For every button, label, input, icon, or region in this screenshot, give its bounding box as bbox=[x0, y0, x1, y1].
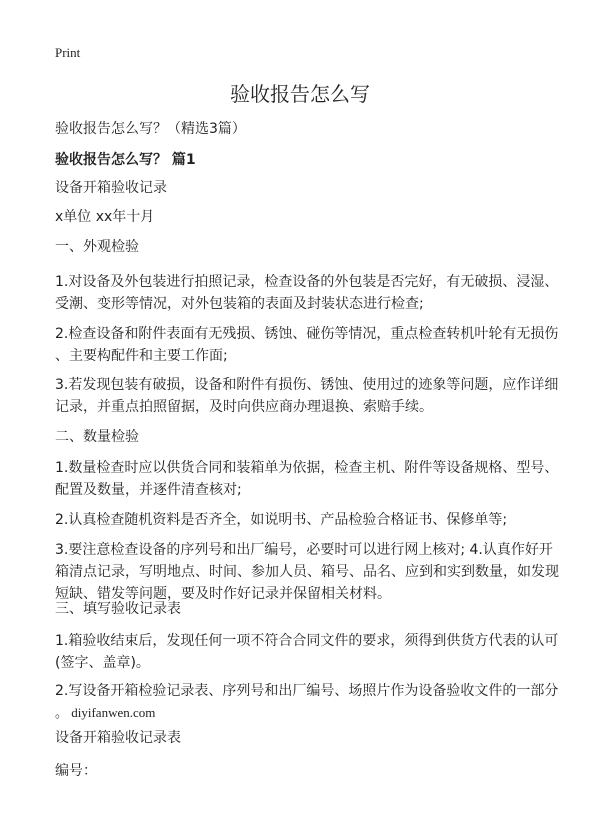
paragraph bbox=[55, 118, 246, 140]
section-heading bbox=[55, 149, 196, 171]
paragraph bbox=[55, 236, 139, 258]
paragraph bbox=[55, 206, 154, 228]
paragraph-line: 1.对设备及外包装进行拍照记录，检查设备的外包装是否完好，有无破损、浸湿、 bbox=[55, 274, 559, 290]
paragraph-line: x单位 xx年十月 bbox=[55, 209, 155, 225]
paragraph-line: 箱清点记录，写明地点、时间、参加人员、箱号、品名、应到和实到数量，如发现 bbox=[55, 564, 559, 580]
paragraph bbox=[55, 598, 181, 620]
paragraph-line: 受潮、变形等情况，对外包装箱的表面及封装状态进行检查; bbox=[55, 296, 424, 312]
paragraph-line: 验收报告怎么写？ 篇1 bbox=[55, 152, 196, 168]
paragraph-line: 二、数量检验 bbox=[55, 429, 139, 445]
paragraph-line: 。 diyifanwen.com bbox=[55, 705, 156, 720]
document-title: 验收报告怎么写 bbox=[230, 82, 370, 106]
paragraph bbox=[55, 630, 558, 674]
paragraph bbox=[55, 727, 181, 749]
paragraph-line: 3.要注意检查设备的序列号和出厂编号，必要时可以进行网上核对; 4.认真作好开 bbox=[55, 542, 553, 558]
paragraph-line: 配置及数量，并逐件清查核对; bbox=[55, 482, 242, 498]
paragraph bbox=[55, 374, 558, 418]
paragraph bbox=[55, 457, 558, 501]
paragraph bbox=[55, 760, 97, 782]
paragraph bbox=[55, 271, 558, 315]
paragraph-line: 1.箱验收结束后，发现任何一项不符合合同文件的要求，须得到供货方代表的认可 bbox=[55, 633, 559, 649]
paragraph-line: 三、填写验收记录表 bbox=[55, 601, 181, 617]
paragraph bbox=[55, 426, 139, 448]
paragraph-line: 2.认真检查随机资料是否齐全，如说明书、产品检验合格证书、保修单等; bbox=[55, 512, 508, 528]
paragraph-line: 一、外观检验 bbox=[55, 239, 139, 255]
paragraph-line: 、主要构配件和主要工作面; bbox=[55, 348, 228, 364]
paragraph-line: 编号： bbox=[55, 763, 97, 779]
paragraph-line: (签字、盖章)。 bbox=[55, 655, 150, 671]
paragraph-line: 3.若发现包装有破损，设备和附件有损伤、锈蚀、使用过的迹象等问题，应作详细 bbox=[55, 377, 559, 393]
paragraph bbox=[55, 177, 167, 199]
paragraph-line: 设备开箱验收记录表 bbox=[55, 730, 181, 746]
paragraph-line: 记录，并重点拍照留据，及时向供应商办理退换、索赔手续。 bbox=[55, 399, 433, 415]
print-link[interactable]: Print bbox=[55, 45, 81, 60]
paragraph-line: 短缺、错发等问题，要及时作好记录并保留相关材料。 bbox=[55, 586, 391, 602]
paragraph-line: 设备开箱验收记录 bbox=[55, 180, 167, 196]
paragraph bbox=[55, 539, 559, 605]
paragraph bbox=[55, 323, 558, 367]
paragraph-line: 2.写设备开箱检验记录表、序列号和出厂编号、场照片作为设备验收文件的一部分 bbox=[55, 683, 559, 699]
paragraph-line: 2.检查设备和附件表面有无残损、锈蚀、碰伤等情况，重点检查转机叶轮有无损伤 bbox=[55, 326, 559, 342]
paragraph bbox=[55, 509, 507, 531]
paragraph bbox=[55, 680, 558, 724]
paragraph-line: 验收报告怎么写？（精选3篇） bbox=[55, 121, 246, 137]
paragraph-line: 1.数量检查时应以供货合同和装箱单为依据，检查主机、附件等设备规格、型号、 bbox=[55, 460, 559, 476]
